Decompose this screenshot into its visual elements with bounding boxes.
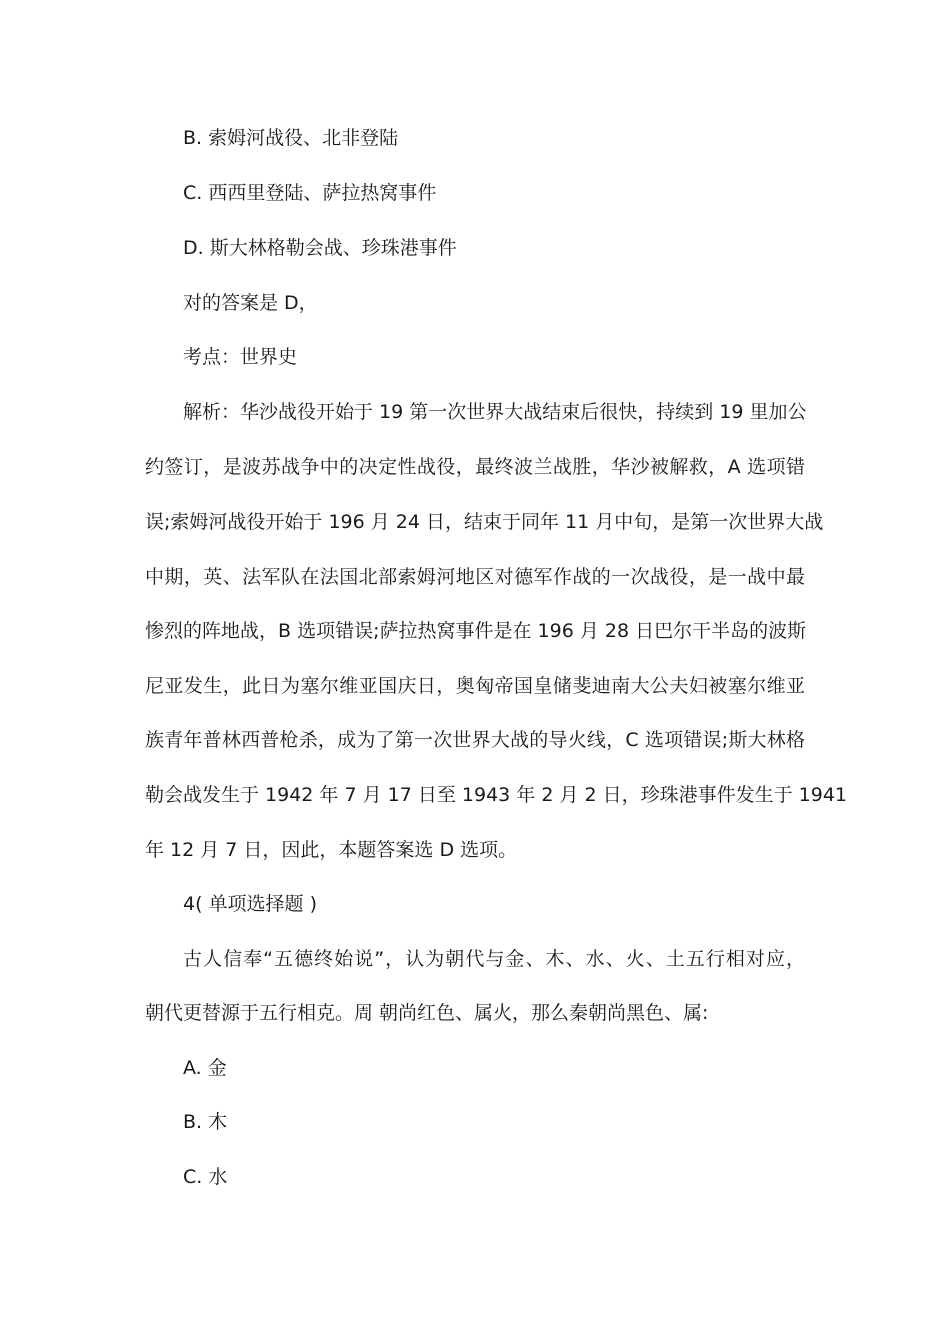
- option-d: D. 斯大林格勒会战、珍珠港事件: [183, 237, 457, 259]
- option-b: B. 索姆河战役、北非登陆: [183, 127, 399, 149]
- analysis-line: 尼亚发生，此日为塞尔维亚国庆日，奥匈帝国皇储斐迪南大公夫妇被塞尔维亚: [145, 675, 805, 697]
- analysis-line: 勒会战发生于 1942 年 7 月 17 日至 1943 年 2 月 2 日，珍珠港事件发生于 1941: [145, 784, 848, 806]
- analysis-line: 族青年普林西普枪杀，成为了第一次世界大战的导火线，C 选项错误;斯大林格: [145, 729, 805, 751]
- question4-stem-line: 古人信奉“五德终始说”，认为朝代与金、木、水、火、土五行相对应，: [183, 948, 805, 970]
- analysis-line: 年 12 月 7 日，因此，本题答案选 D 选项。: [145, 839, 518, 861]
- question4-header: 4( 单项选择题 ): [183, 893, 317, 915]
- analysis-line: 约签订，是波苏战争中的决定性战役，最终波兰战胜，华沙被解救，A 选项错: [145, 456, 805, 478]
- topic-line: 考点：世界史: [183, 346, 298, 368]
- analysis-line: 惨烈的阵地战，B 选项错误;萨拉热窝事件是在 196 月 28 日巴尔干半岛的波斯: [145, 620, 807, 642]
- option-b: B. 木: [183, 1111, 228, 1133]
- option-c: C. 水: [183, 1166, 228, 1188]
- option-c: C. 西西里登陆、萨拉热窝事件: [183, 182, 437, 204]
- analysis-line: 中期，英、法军队在法国北部索姆河地区对德军作战的一次战役，是一战中最: [145, 566, 805, 588]
- question4-stem-line: 朝代更替源于五行相克。周 朝尚红色、属火，那么秦朝尚黑色、属:: [145, 1002, 709, 1024]
- option-a: A. 金: [183, 1057, 227, 1079]
- analysis-line: 解析：华沙战役开始于 19 第一次世界大战结束后很快，持续到 19 里加公: [183, 401, 807, 423]
- analysis-line: 误;索姆河战役开始于 196 月 24 日，结束于同年 11 月中旬，是第一次世界大战: [145, 511, 824, 533]
- answer-line: 对的答案是 D，: [183, 292, 318, 314]
